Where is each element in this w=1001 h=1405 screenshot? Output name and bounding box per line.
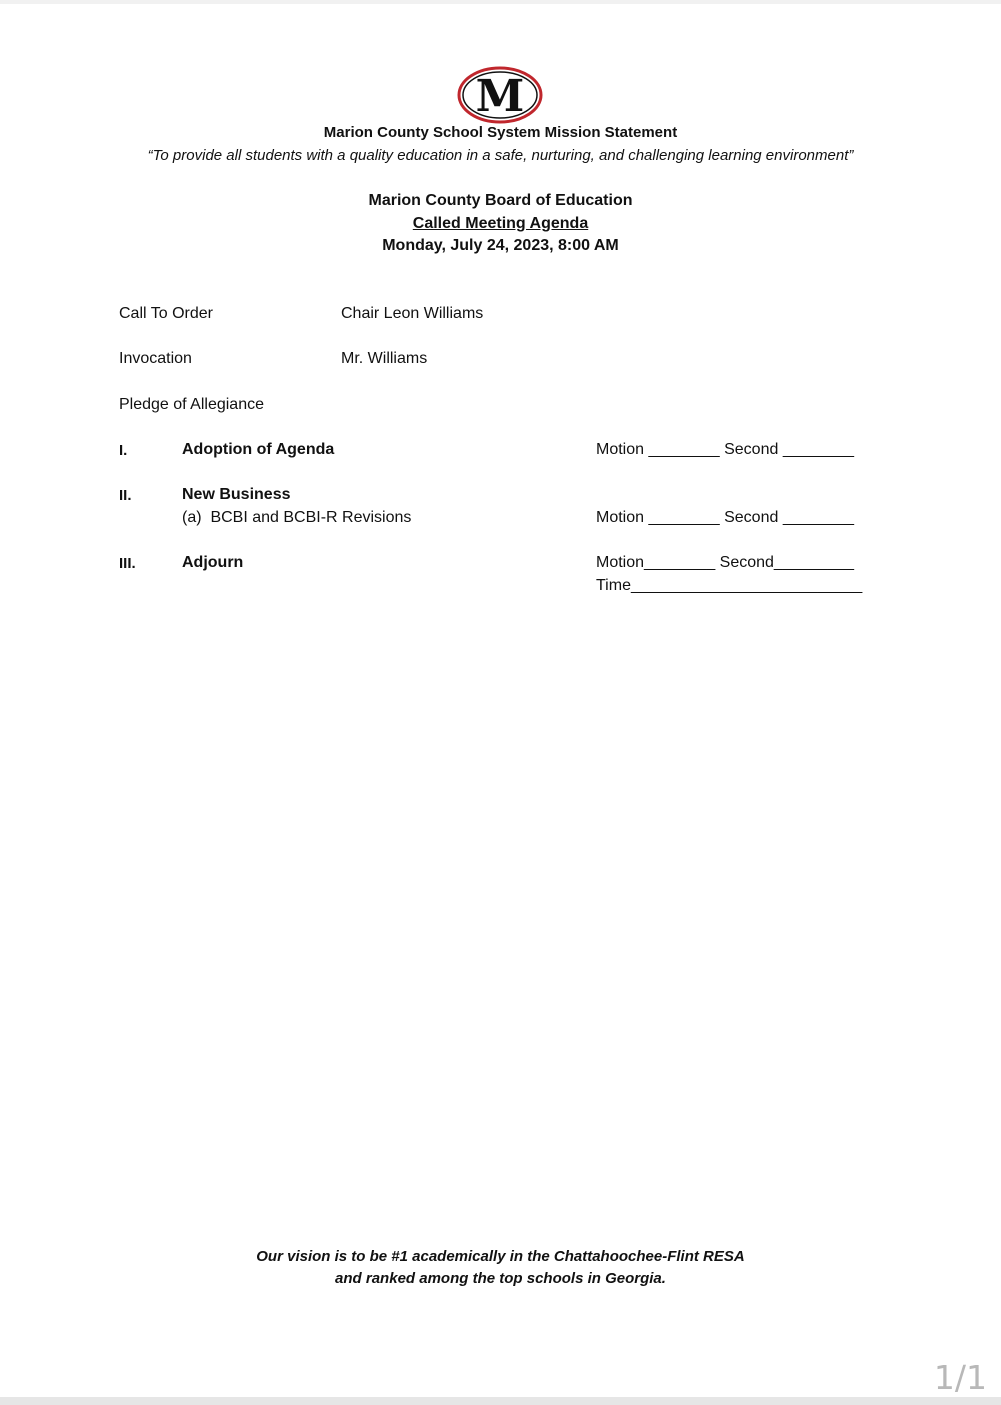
motion-second-line: Motion________ Second_________ [596,554,855,571]
item-title-adoption: Adoption of Agenda [182,441,335,458]
time-line: Time__________________________ [596,577,863,594]
mission-statement: “To provide all students with a quality education in a safe, nurturing, and challenging learning environment” [147,147,854,164]
meeting-date: Monday, July 24, 2023, 8:00 AM [382,237,619,254]
invocation-person: Mr. Williams [341,350,428,367]
school-logo [457,66,543,124]
vision-line-2: and ranked among the top schools in Georgia. [335,1270,666,1287]
call-to-order-person: Chair Leon Williams [341,305,484,322]
item-number: I. [119,442,128,459]
item-title-adjourn: Adjourn [182,554,244,571]
mission-title: Marion County School System Mission Statement [323,124,678,141]
motion-second-line: Motion ________ Second ________ [596,441,854,458]
item-number: III. [119,555,136,572]
document-page [0,4,1001,1397]
agenda-type: Called Meeting Agenda [412,215,589,232]
board-name: Marion County Board of Education [368,192,633,209]
vision-line-1: Our vision is to be #1 academically in the Chattahoochee-Flint RESA [256,1248,745,1265]
page-counter: 1/1 [933,1358,987,1397]
logo-letter: M [475,71,525,122]
subitem-bcbi: (a) BCBI and BCBI-R Revisions [182,509,412,526]
invocation-label: Invocation [119,350,192,367]
viewer-bottom-bar [0,1397,1001,1405]
item-number: II. [119,487,132,504]
call-to-order-label: Call To Order [119,305,213,322]
item-title-new-business: New Business [182,486,291,503]
motion-second-line: Motion ________ Second ________ [596,509,854,526]
pledge-label: Pledge of Allegiance [119,396,264,413]
